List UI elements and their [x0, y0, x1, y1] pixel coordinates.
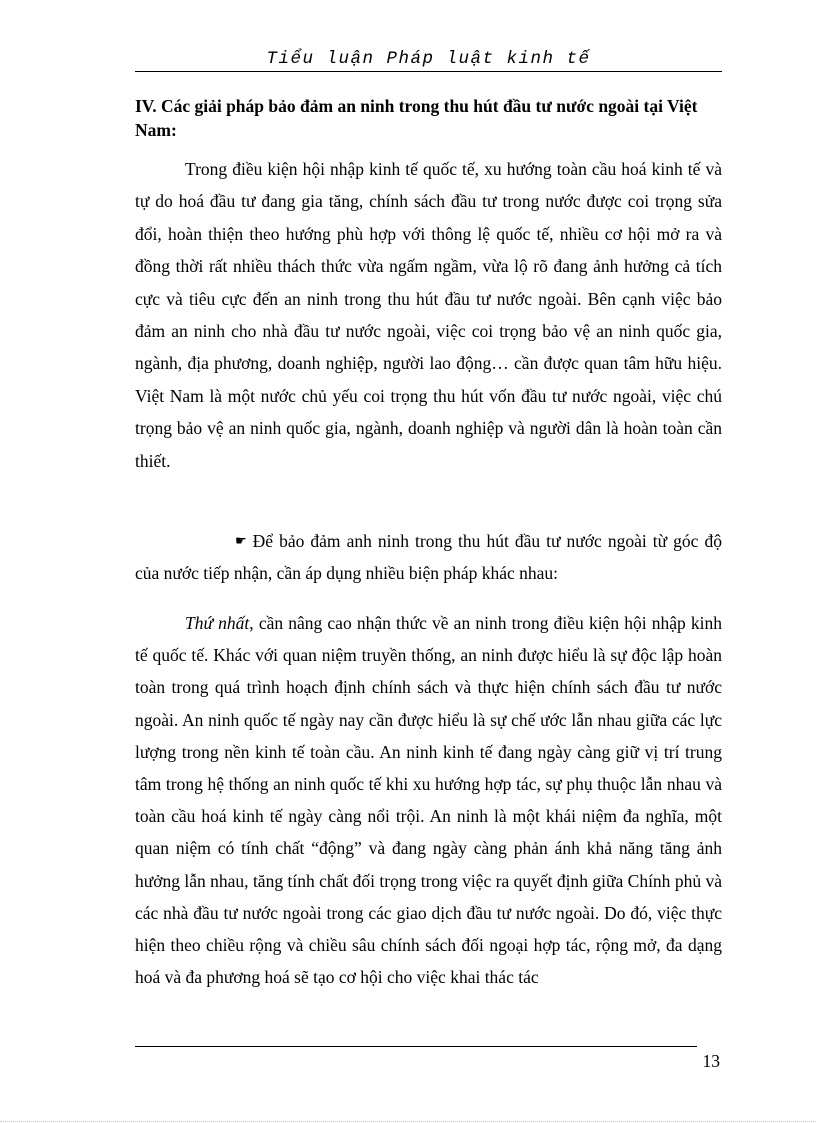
paragraph-first-measure [135, 607, 722, 993]
section-heading: IV. Các giải pháp bảo đảm an ninh trong thu hút đầu tư nước ngoài tại Việt Nam: [135, 96, 698, 140]
footer-rule [135, 1046, 697, 1047]
paragraph-bullet [135, 525, 722, 590]
page-number: 13 [702, 1051, 720, 1071]
paragraph-intro: Trong điều kiện hội nhập kinh tế quốc tế, xu hướng toàn cầu hoá kinh tế và tự do hoá đầu tư đang gia tăng, chính sách đầu tư trong nước được coi trọng sửa đổi, hoàn thiện theo hướng phù hợp với thông lệ quốc tế, nhiều cơ hội mở ra và đồng thời rất nhiều thách thức vừa ngấm ngầm, vừa lộ rõ đang ảnh hưởng cả tích cực và tiêu cực đến an ninh trong thu hút đầu tư nước ngoài. Bên cạnh việc bảo đảm an ninh cho nhà đầu tư nước ngoài, việc coi trọng bảo vệ an ninh quốc gia, ngành, địa phương, doanh nghiệp, người lao động… cần được quan tâm hữu hiệu. Việt Nam là một nước chủ yếu coi trọng thu hút vốn đầu tư nước ngoài, việc chú trọng bảo vệ an ninh quốc gia, ngành, doanh nghiệp và người dân là hoàn toàn cần thiết. [135, 159, 722, 471]
pointing-hand-icon: ☛ [235, 533, 247, 548]
page-edge [0, 1121, 816, 1122]
first-label: Thứ nhất [185, 613, 250, 633]
first-text: , cần nâng cao nhận thức về an ninh trong điều kiện hội nhập kinh tế quốc tế. Khác với quan niệm truyền thống, an ninh được hiểu là sự độc lập hoàn toàn trong quá trình hoạch định chính sách và thực hiện chính sách đầu tư nước ngoài. An ninh quốc tế ngày nay cần được hiểu là sự chế ước lẫn nhau giữa các lực lượng trong nền kinh tế toàn cầu. An ninh kinh tế đang ngày càng giữ vị trí trung tâm trong hệ thống an ninh quốc tế khi xu hướng hợp tác, sự phụ thuộc lẫn nhau và toàn cầu hoá kinh tế ngày càng nổi trội. An ninh là một khái niệm đa nghĩa, một quan niệm có tính chất “động” và đang ngày càng phản ánh khả năng tăng ảnh hưởng lẫn nhau, tăng tính chất đối trọng trong việc ra quyết định giữa Chính phủ và các nhà đầu tư nước ngoài trong các giao dịch đầu tư nước ngoài. Do đó, việc thực hiện theo chiều rộng và chiều sâu chính sách đối ngoại hợp tác, rộng mở, đa dạng hoá và đa phương hoá sẽ tạo cơ hội cho việc khai thác tác [135, 613, 723, 988]
bullet-text: Để bảo đảm anh ninh trong thu hút đầu tư nước ngoài từ góc độ của nước tiếp nhận, cần áp dụng nhiều biện pháp khác nhau: [135, 531, 722, 584]
header-rule [135, 71, 722, 72]
running-header: Tiểu luận Pháp luật kinh tế [266, 49, 591, 69]
